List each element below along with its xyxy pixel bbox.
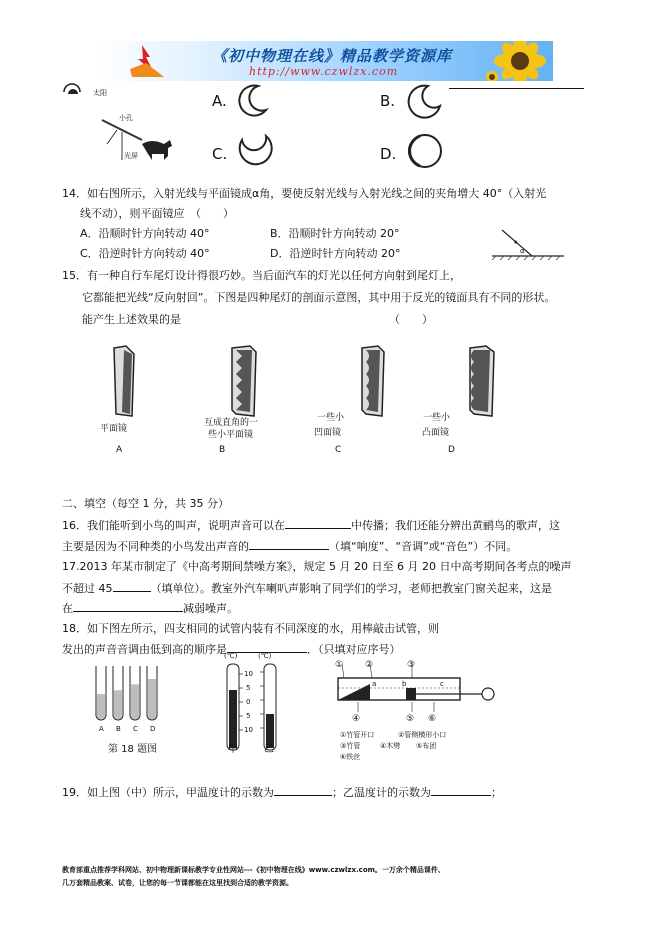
q16-line2 [62, 538, 517, 555]
q14-line2: 线不动），则平面镜应 （ ） [80, 207, 234, 220]
instrument-num-1: ① [335, 660, 344, 670]
q13-shape-b [404, 82, 444, 122]
taillight-a [112, 344, 138, 420]
caption-b-line2: 些小平面镜 [208, 430, 254, 440]
test-tubes-figure [90, 662, 160, 724]
alpha-label: α [520, 247, 525, 255]
instrument-legend-2b: ④木劈 [380, 742, 401, 750]
thermo-right-name: 乙 [264, 744, 274, 755]
thermo-right-unit: (℃) [258, 652, 272, 660]
tube-letter-b: B [116, 725, 121, 733]
instrument-letter-b: b [402, 680, 407, 688]
q13-option-c: C. [212, 145, 228, 163]
letter-c: C [335, 445, 342, 455]
hole-label: 小孔 [119, 114, 133, 122]
letter-b: B [219, 445, 226, 455]
logo-icon [124, 43, 174, 79]
q14-option-c: C．沿逆时针方向转动 40° [80, 247, 210, 260]
instrument-legend-1b: ②管侧横形小口 [398, 731, 447, 739]
q16-line1 [62, 517, 560, 534]
q19-line [62, 784, 502, 801]
q19-blank-1[interactable] [274, 784, 332, 796]
q19-text-2: ；乙温度计的示数为 [332, 786, 431, 799]
q15-line2: 它都能把光线“反向射回”。下图是四种尾灯的剖面示意图，其中用于反光的镜面具有不同的形状。 [82, 291, 556, 304]
q19-blank-2[interactable] [431, 784, 491, 796]
q13-shape-d [406, 132, 444, 170]
q17-text-2: （填单位）。教室外汽车喇叭声影响了同学们的学习，老师把教室门窗关起来，这是 [150, 582, 552, 595]
thermo-left-unit: (℃) [224, 652, 238, 660]
q18-text-1: 发出的声音音调由低到高的顺序是 [62, 643, 227, 656]
instrument-num-5: ⑤ [406, 714, 415, 724]
caption-d-line2: 凸面镜 [422, 428, 450, 438]
instrument-num-2: ② [365, 660, 374, 670]
q16-text-2: 中传播；我们还能分辨出黄鹂鸟的歌声，这 [351, 519, 560, 532]
taillight-b [228, 344, 258, 420]
screen-label: 光屏 [124, 152, 138, 160]
q15-paren: （ ） [389, 313, 433, 326]
instrument-legend-2c: ⑤布团 [416, 742, 437, 750]
bamboo-instrument-figure [330, 660, 502, 720]
caption-a: 平面镜 [100, 424, 128, 434]
caption-b-line1: 互成直角的一 [204, 418, 259, 428]
sunflower-icon [486, 41, 553, 81]
q14-option-a: A．沿顺时针方向转动 40° [80, 227, 210, 240]
banner-url: http://www.czwlzx.com [249, 65, 399, 78]
q17-line1: 17.2013 年某市制定了《中高考期间禁噪方案》，规定 5 月 20 日至 6 月 20 日中高考期间各考点的噪声 [62, 560, 572, 573]
q17-text-3: 在 [62, 602, 73, 615]
q18-line1: 18．如下图左所示，四支相同的试管内装有不同深度的水，用棒敲击试管，则 [62, 622, 439, 635]
instrument-legend-2a: ③竹管 [340, 742, 361, 750]
pinhole-figure [62, 80, 192, 180]
letter-a: A [116, 445, 123, 455]
q16-text-3: 主要是因为不同种类的小鸟发出声音的 [62, 540, 249, 553]
q18-figure-caption: 第 18 题图 [108, 744, 158, 755]
thermo-left-name: 甲 [228, 744, 238, 755]
tube-water-2 [114, 690, 122, 719]
caption-d-line1: 一些小 [423, 413, 451, 423]
thermo-left-tick-3: 0 [246, 698, 251, 706]
tube-letter-d: D [150, 725, 156, 733]
q17-blank-2[interactable] [73, 600, 183, 612]
thermo-left-tick-4: 5 [246, 712, 251, 720]
section-heading: 二、填空（每空 1 分，共 35 分） [62, 497, 229, 510]
q13-option-a: A. [212, 92, 227, 110]
q17-line3 [62, 600, 238, 617]
taillight-d [466, 344, 496, 420]
instrument-num-6: ⑥ [428, 714, 437, 724]
q15-line1: 15．有一种自行车尾灯设计得很巧妙。当后面汽车的灯光以任何方向射到尾灯上， [62, 269, 461, 282]
tube-letter-c: C [133, 725, 138, 733]
header-rule [449, 88, 584, 89]
q13-option-b: B. [380, 92, 396, 110]
q16-blank-2[interactable] [249, 538, 329, 550]
thermo-left-tick-5: 10 [244, 726, 253, 734]
footer-line2: 几万套精品教案、试卷，让您的每一节课都能在这里找到合适的教学资源。 [62, 879, 293, 887]
tube-water-4 [148, 679, 156, 719]
mirror-diagram [488, 226, 568, 262]
q17-blank-1[interactable] [113, 580, 151, 592]
tube-water-3 [131, 684, 139, 719]
q14-option-d: D．沿逆时针方向转动 20° [270, 247, 401, 260]
q14-line1: 14．如右图所示，入射光线与平面镜成α角，要使反射光线与入射光线之间的夹角增大 40°（入射光 [62, 187, 547, 200]
instrument-num-4: ④ [352, 714, 361, 724]
banner-title: 《初中物理在线》精品教学资源库 [212, 47, 453, 65]
q16-text-4: （填“响度”、“音调”或“音色”）不同。 [329, 540, 518, 553]
thermo-left-tick-2: 5 [246, 684, 251, 692]
q13-option-d: D. [380, 145, 397, 163]
q17-text-4: 减弱噪声。 [183, 602, 238, 615]
caption-c-line1: 一些小 [317, 413, 345, 423]
footer-line1: 教育部重点推荐学科网站、初中物理新课标教学专业性网站---《初中物理在线》www.czwlzx.com。一万余个精品课件、 [62, 866, 445, 874]
q17-text-1: 不超过 45 [62, 582, 113, 595]
q14-option-b: B．沿顺时针方向转动 20° [270, 227, 400, 240]
tube-letter-a: A [99, 725, 104, 733]
tube-water-1 [97, 694, 105, 719]
q16-blank-1[interactable] [285, 517, 351, 529]
q19-text-1: 19．如上图（中）所示，甲温度计的示数为 [62, 786, 274, 799]
instrument-letter-a: a [372, 680, 377, 688]
q19-text-3: ； [491, 786, 502, 799]
q16-text-1: 16．我们能听到小鸟的叫声，说明声音可以在 [62, 519, 285, 532]
q13-shape-c [236, 130, 276, 170]
instrument-letter-c: c [440, 680, 444, 688]
q13-shape-a [232, 82, 270, 120]
instrument-legend-3a: ⑥铁丝 [340, 753, 361, 761]
q15-line3: 能产生上述效果的是 [82, 313, 181, 326]
caption-c-line2: 凹面镜 [314, 428, 342, 438]
instrument-num-3: ③ [407, 660, 416, 670]
instrument-legend-1a: ①竹管开口 [340, 731, 375, 739]
taillight-c [356, 344, 386, 420]
q17-line2 [62, 580, 552, 597]
sun-label: 太阳 [93, 89, 107, 97]
thermo-left-tick-1: 10 [244, 670, 253, 678]
q18-text-2: ．（只填对应序号） [307, 643, 401, 656]
letter-d: D [448, 445, 455, 455]
header-banner [94, 41, 553, 81]
